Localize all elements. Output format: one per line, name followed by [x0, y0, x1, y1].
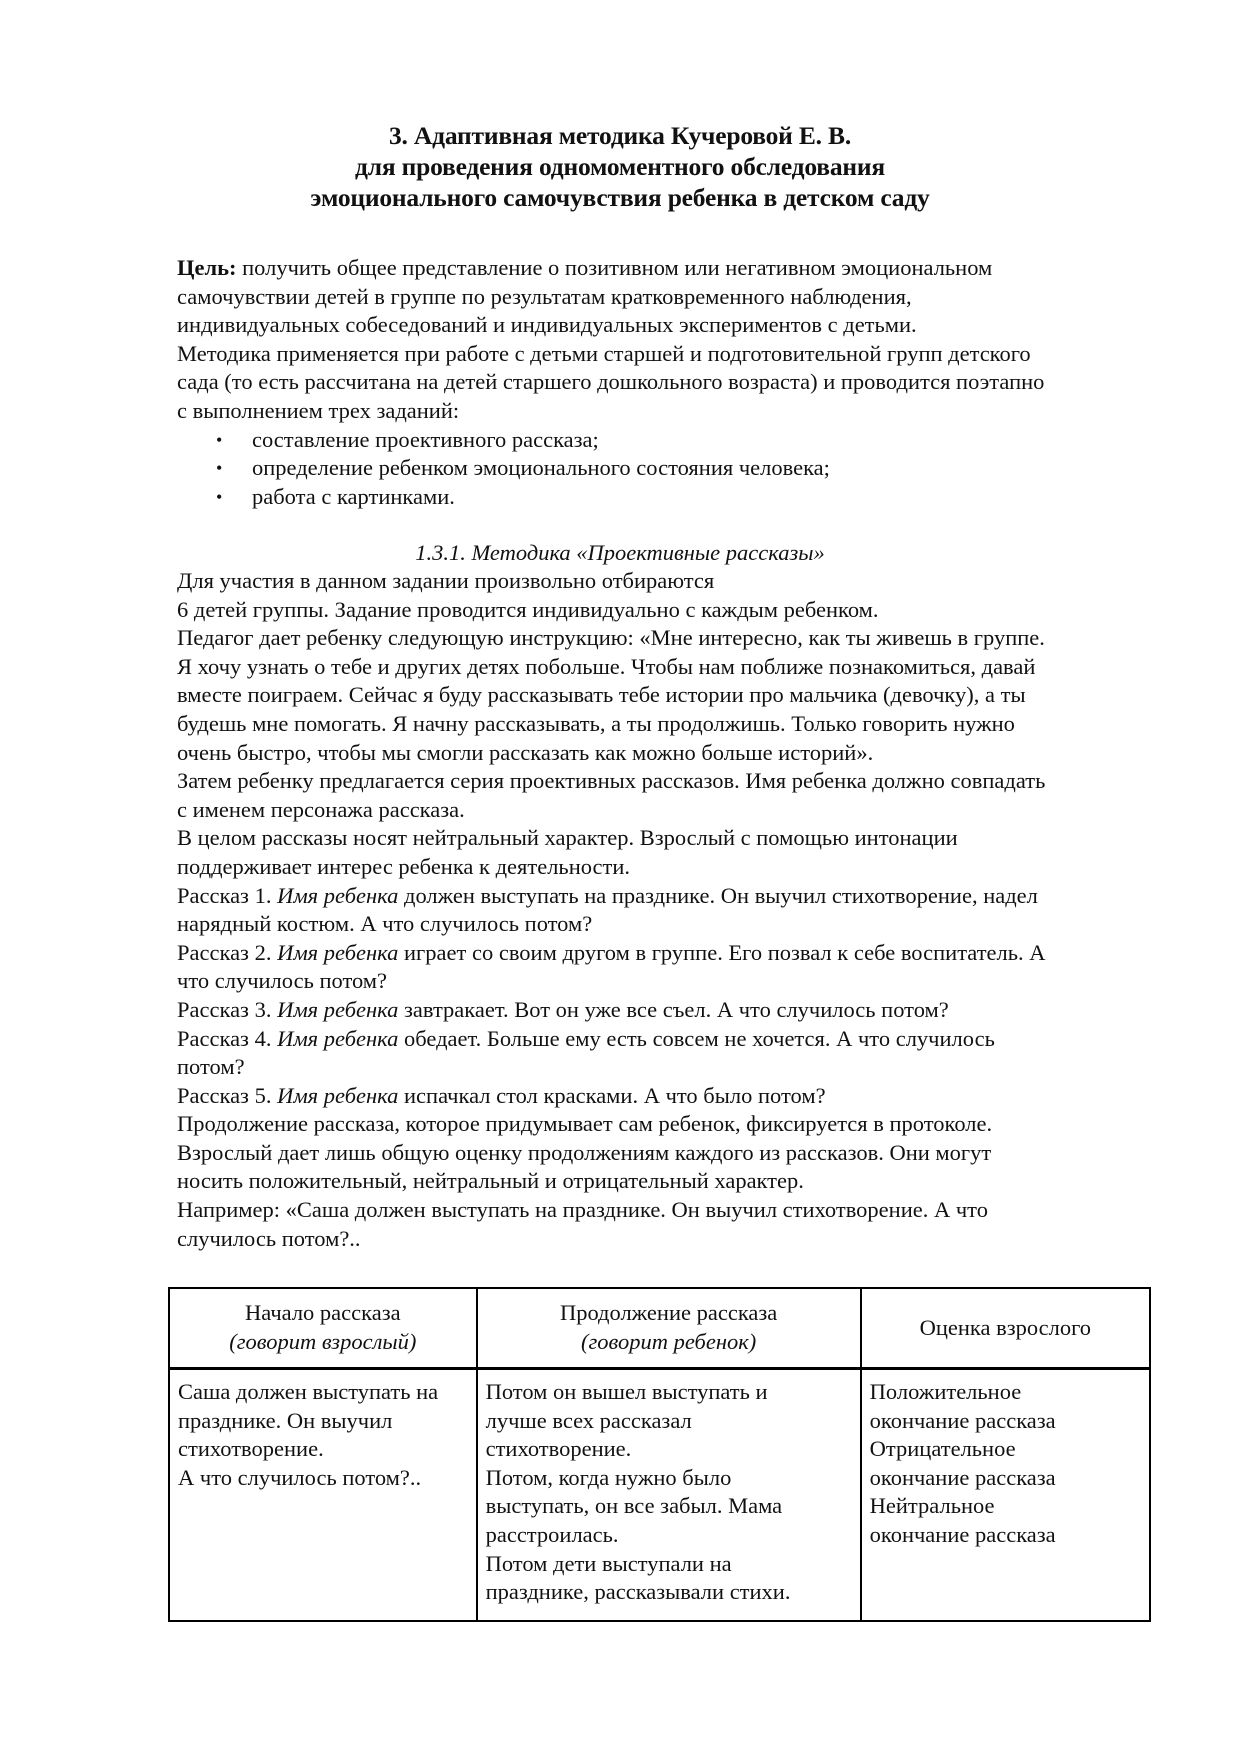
goal-line: с выполнением трех заданий:: [177, 397, 460, 423]
goal-section: [177, 254, 1167, 511]
paragraph-line: носить положительный, нейтральный и отрицательный характер.: [177, 1168, 804, 1194]
paragraph-line: Продолжение рассказа, которое придумывает сам ребенок, фиксируется в протоколе.: [177, 1111, 993, 1137]
story-4: Рассказ 4. Имя ребенка обедает. Больше ему есть совсем не хочется. А что случилось: [177, 1025, 995, 1051]
story-1: Рассказ 1. Имя ребенка должен выступать на празднике. Он выучил стихотворение, надел: [177, 882, 1038, 908]
goal-line: самочувствии детей в группе по результатам кратковременного наблюдения,: [177, 283, 912, 309]
story-5: Рассказ 5. Имя ребенка испачкал стол красками. А что было потом?: [177, 1082, 826, 1108]
goal-line: сада (то есть рассчитана на детей старшего дошкольного возраста) и проводится поэтапно: [177, 369, 1045, 395]
paragraph-line: будешь мне помогать. Я начну рассказывать, а ты продолжишь. Только говорить нужно: [177, 710, 1015, 736]
paragraph-line: вместе поиграем. Сейчас я буду рассказывать тебе истории про мальчика (девочку), а ты: [177, 682, 1026, 708]
table-header-row: [169, 1288, 1150, 1369]
paragraph-line: Для участия в данном задании произвольно отбираются: [177, 568, 715, 593]
title-line: для проведения одномоментного обследования: [355, 152, 885, 181]
goal-line: Методика применяется при работе с детьми старшей и подготовительной групп детского: [177, 340, 1031, 366]
title-line: 3. Адаптивная методика Кучеровой Е. В.: [389, 121, 851, 150]
child-name-placeholder: Имя ребенка: [277, 996, 399, 1022]
paragraph-line: случилось потом?..: [177, 1225, 361, 1251]
goal-line: индивидуальных собеседований и индивидуальных экспериментов с детьми.: [177, 312, 917, 338]
bullet-icon: •: [216, 429, 223, 450]
task-list: [177, 426, 1167, 512]
goal-label: Цель:: [177, 255, 237, 280]
story-2: Рассказ 2. Имя ребенка играет со своим другом в группе. Его позвал к себе воспитатель. А: [177, 939, 1046, 965]
paragraph-line: очень быстро, чтобы мы смогли рассказать как можно больше историй».: [177, 739, 874, 765]
paragraph-line: Взрослый дает лишь общую оценку продолжениям каждого из рассказов. Они могут: [177, 1139, 992, 1165]
goal-line: Цель: получить общее представление о позитивном или негативном эмоциональном: [177, 255, 993, 280]
bullet-icon: •: [216, 458, 223, 479]
paragraph-line: поддерживает интерес ребенка к деятельности.: [177, 853, 631, 879]
bullet-icon: •: [216, 486, 223, 507]
child-name-placeholder: Имя ребенка: [277, 882, 399, 908]
child-name-placeholder: Имя ребенка: [277, 1025, 399, 1051]
task-list-item: • составление проективного рассказа;: [177, 426, 1167, 455]
child-name-placeholder: Имя ребенка: [277, 1082, 399, 1108]
cell-story-start: Саша должен выступать на празднике. Он выучил стихотворение. А что случилось потом?..: [169, 1369, 477, 1622]
section-body: [177, 567, 1167, 1253]
cell-adult-assessment: Положительное окончание рассказа Отрицательное окончание рассказа Нейтральное окончание рассказа: [861, 1369, 1150, 1622]
paragraph-line: 6 детей группы. Задание проводится индивидуально с каждым ребенком.: [177, 596, 879, 622]
cell-story-continuation: Потом он вышел выступать и лучше всех рассказал стихотворение. Потом, когда нужно было выступать, он все забыл. Мама расстроилась. Потом дети выступали на празднике, рассказывали стихи.: [477, 1369, 861, 1622]
paragraph-line: Например: «Саша должен выступать на празднике. Он выучил стихотворение. А что: [177, 1197, 988, 1223]
header-story-continuation: Продолжение рассказа (говорит ребенок): [477, 1288, 861, 1369]
paragraph-line: с именем персонажа рассказа.: [177, 796, 465, 822]
story-1-cont: нарядный костюм. А что случилось потом?: [177, 911, 593, 937]
paragraph-line: Я хочу узнать о тебе и других детях побольше. Чтобы нам поближе познакомиться, давай: [177, 653, 1036, 679]
story-3: Рассказ 3. Имя ребенка завтракает. Вот он уже все съел. А что случилось потом?: [177, 996, 949, 1022]
table-row: [169, 1369, 1150, 1622]
paragraph-line: Педагог дает ребенку следующую инструкцию: «Мне интересно, как ты живешь в группе.: [177, 625, 1045, 651]
story-2-cont: что случилось потом?: [177, 968, 388, 994]
header-story-start: Начало рассказа (говорит взрослый): [169, 1288, 477, 1369]
paragraph-line: В целом рассказы носят нейтральный характер. Взрослый с помощью интонации: [177, 825, 958, 851]
section-heading: 1.3.1. Методика «Проективные рассказы»: [415, 540, 825, 565]
story-4-cont: потом?: [177, 1054, 245, 1080]
paragraph-line: Затем ребенку предлагается серия проективных рассказов. Имя ребенка должно совпадать: [177, 768, 1046, 794]
task-list-item: • определение ребенком эмоционального состояния человека;: [177, 454, 1167, 483]
child-name-placeholder: Имя ребенка: [277, 939, 399, 965]
task-list-item: • работа с картинками.: [177, 483, 1167, 512]
header-adult-assessment: Оценка взрослого: [861, 1288, 1150, 1369]
title-line: эмоционального самочувствия ребенка в детском саду: [310, 183, 930, 212]
example-table: [168, 1287, 1151, 1622]
document-title: [170, 120, 1070, 213]
